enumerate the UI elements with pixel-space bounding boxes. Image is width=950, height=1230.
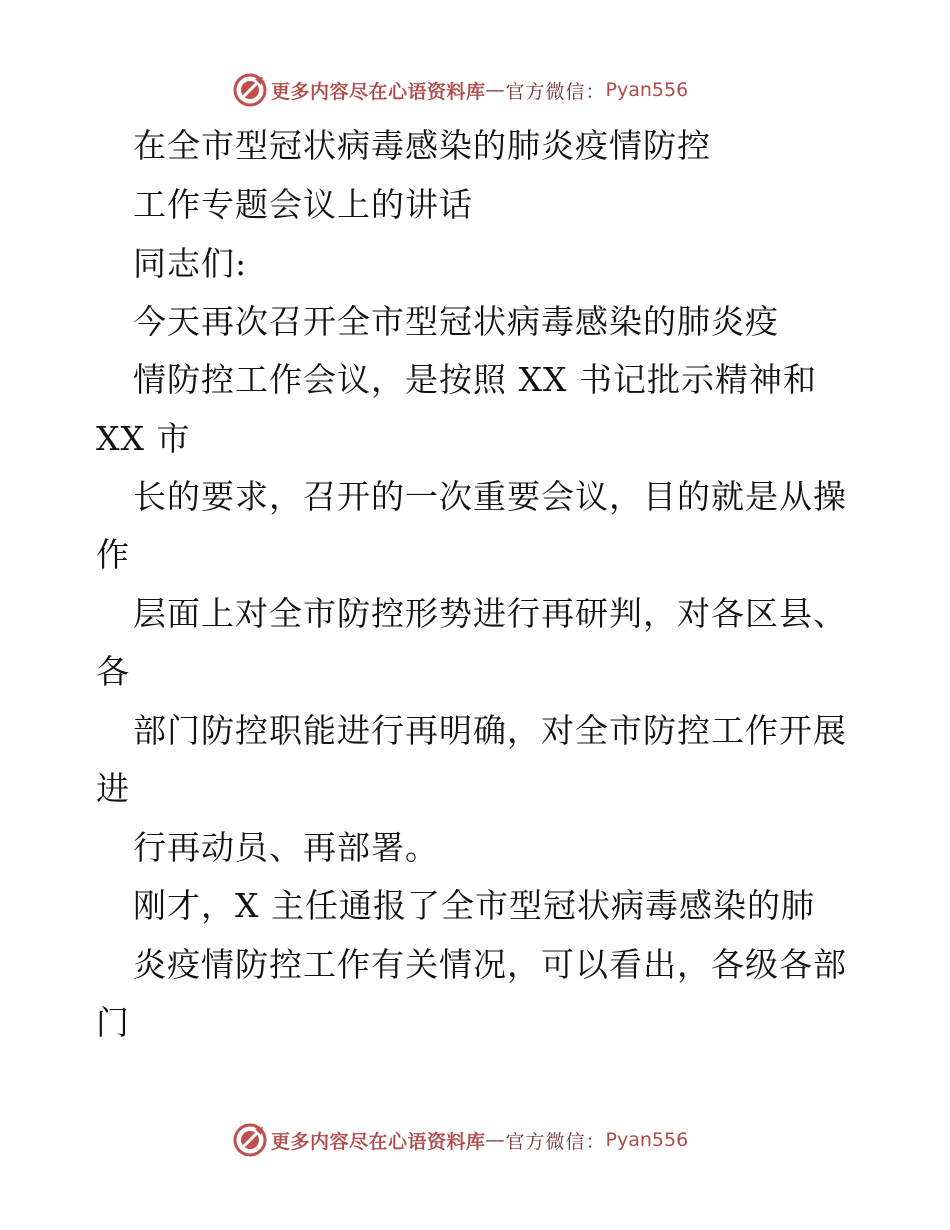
doc-body-line: 各 [96,652,130,691]
doc-salutation: 同志们: [133,244,248,283]
doc-body-line: 部门防控职能进行再明确，对全市防控工作开展 [133,711,847,750]
doc-title-line-1: 在全市型冠状病毒感染的肺炎疫情防控 [133,126,711,165]
doc-body-line: XX 市 [96,419,191,458]
doc-body-line: 炎疫情防控工作有关情况，可以看出，各级各部 [133,945,847,984]
doc-body-line: 刚才，X 主任通报了全市型冠状病毒感染的肺 [133,886,815,925]
doc-body-line: 今天再次召开全市型冠状病毒感染的肺炎疫 [133,302,779,341]
seal-logo-icon [233,1123,267,1157]
doc-body-line: 情防控工作会议，是按照 XX 书记批示精神和 [133,360,817,399]
watermark-id: Pyan556 [605,79,689,101]
doc-body-line: 作 [96,535,130,574]
doc-body-line: 长的要求，召开的一次重要会议，目的就是从操 [133,477,847,516]
seal-logo-icon [233,73,267,107]
watermark-id: Pyan556 [605,1129,689,1151]
doc-body-line: 层面上对全市防控形势进行再研判，对各区县、 [133,594,847,633]
doc-body-line: 进 [96,769,130,808]
doc-title-line-2: 工作专题会议上的讲话 [133,185,473,224]
watermark-text: 更多内容尽在心语资料库 [271,80,486,103]
watermark-label: 官方微信： [505,1130,606,1153]
watermark-dash: — [485,1129,506,1151]
watermark-text: 更多内容尽在心语资料库 [271,1130,486,1153]
watermark-banner-top [233,72,688,108]
doc-body-line: 行再动员、再部署。 [133,828,439,867]
watermark-dash: — [485,79,506,101]
watermark-banner-bottom [233,1122,688,1158]
watermark-label: 官方微信： [505,80,606,103]
doc-body-line: 门 [96,1003,130,1042]
